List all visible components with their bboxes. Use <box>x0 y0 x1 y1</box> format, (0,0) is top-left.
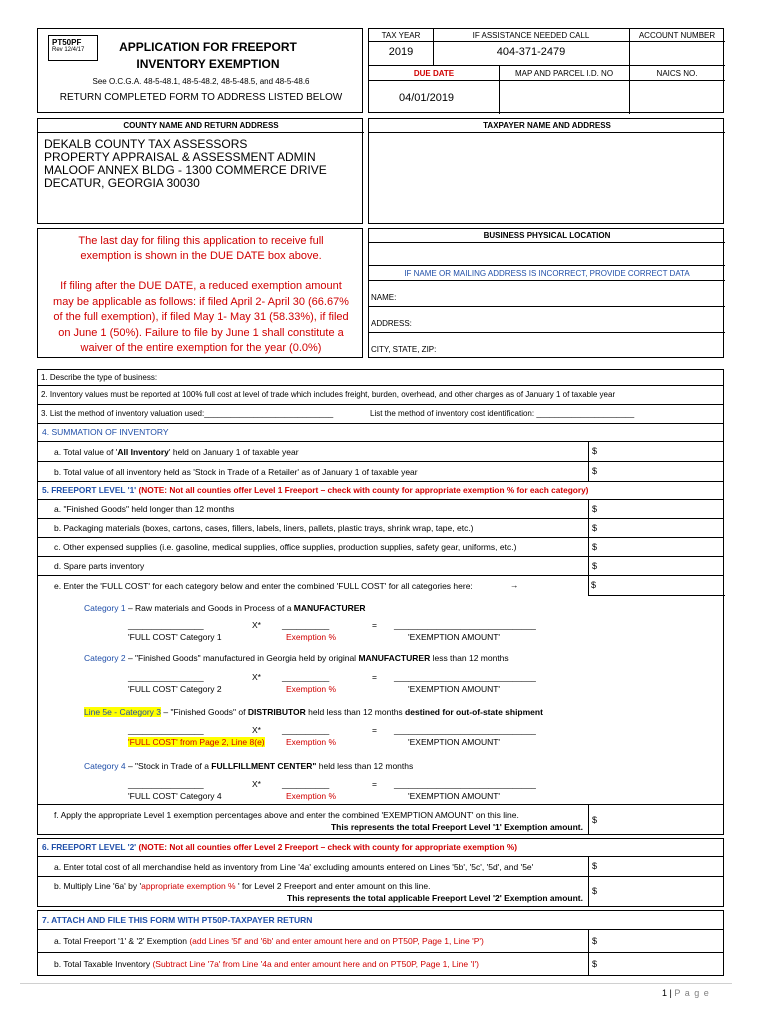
line-5f-amount[interactable]: $ <box>588 805 725 834</box>
line-4b-label: b. Total value of all inventory held as 'Stock in Trade of a Retailer' as of January 1 of taxable year <box>54 466 418 477</box>
category-3-amount-label: 'EXEMPTION AMOUNT' <box>408 737 501 747</box>
line-7a-label: a. Total Freeport '1' & '2' Exemption (add Lines '5f' and '6b' and enter amount here and on PT50P, Page 1, Line 'P') <box>54 936 484 946</box>
due-date-value: 04/01/2019 <box>399 92 455 104</box>
line-5e-block <box>37 576 724 805</box>
notice-paragraph-2 <box>38 279 364 357</box>
category-4-title: Category 4 – "Stock in Trade of a FULLFILLMENT CENTER" held less than 12 months <box>84 761 414 771</box>
category-3-exemption-label: Exemption % <box>286 737 337 747</box>
category-3-times: X* <box>252 725 261 735</box>
category-1-times: X* <box>252 620 261 630</box>
title-line-2: INVENTORY EXEMPTION <box>136 57 280 71</box>
line-1-row <box>37 369 724 386</box>
category-4-cost-field[interactable]: ________________ <box>128 779 204 789</box>
county-label: COUNTY NAME AND RETURN ADDRESS <box>123 121 279 130</box>
section-6-header <box>37 838 724 857</box>
line-5e-label: e. Enter the 'FULL COST' for each category below and enter the combined 'FULL COST' for all categories here: <box>54 581 473 591</box>
line-1-label: 1. Describe the type of business: <box>41 373 158 382</box>
name-field[interactable] <box>409 281 725 306</box>
category-4-exemption-field[interactable]: __________ <box>282 779 330 789</box>
category-3-amount-field[interactable]: ______________________________ <box>394 725 536 735</box>
category-1-amount-field[interactable]: ______________________________ <box>394 620 536 630</box>
line-5d-amount[interactable]: $ <box>588 557 725 575</box>
form-code-box <box>48 35 98 61</box>
city-state-zip-field[interactable] <box>449 333 725 358</box>
incorrect-address-note: IF NAME OR MAILING ADDRESS IS INCORRECT, PROVIDE CORRECT DATA <box>404 269 690 278</box>
notice-line-2: exemption is shown in the DUE DATE box above. <box>80 250 322 262</box>
line-6b-total-note: This represents the total applicable Freeport Level '2' Exemption amount. <box>287 893 583 903</box>
line-4b-row <box>37 462 724 482</box>
section-6-note: (NOTE: Not all counties offer Level 2 Freeport – check with county for appropriate exemption %) <box>138 842 517 852</box>
footer-divider <box>20 983 732 984</box>
category-3-cost-field[interactable]: ________________ <box>128 725 204 735</box>
address-field[interactable] <box>419 307 725 332</box>
form-code: PT50PF <box>52 38 82 47</box>
taxpayer-name-address-field[interactable] <box>369 133 725 224</box>
notice-p2-line-4: on June 1 (50%). Failure to file by June 1 shall constitute a <box>58 326 344 339</box>
section-5-note: (NOTE: Not all counties offer Level 1 Freeport – check with county for appropriate exemption % for each category) <box>138 485 589 495</box>
county-box <box>37 118 363 224</box>
line-5b-amount[interactable]: $ <box>588 519 725 537</box>
line-5b-row <box>37 519 724 538</box>
category-4-equals: = <box>372 779 377 789</box>
category-2-exemption-field[interactable]: __________ <box>282 672 330 682</box>
category-2-cost-field[interactable]: ________________ <box>128 672 204 682</box>
category-4-times: X* <box>252 779 261 789</box>
account-label: ACCOUNT NUMBER <box>638 31 716 40</box>
notice-p2-line-5: waiver of the entire exemption for the year (0.0%) <box>80 342 322 354</box>
category-3-title: Line 5e - Category 3 – "Finished Goods" of DISTRIBUTOR held less than 12 months destined for out-of-state shipment <box>84 707 543 717</box>
category-1-cost-field[interactable]: ________________ <box>128 620 204 630</box>
form-title <box>98 39 318 73</box>
page-word: P a g e <box>674 988 710 998</box>
taxpayer-label: TAXPAYER NAME AND ADDRESS <box>483 121 611 130</box>
page-number: 1 <box>662 988 668 998</box>
line-7a-row <box>37 930 724 953</box>
line-5a-label: a. "Finished Goods" held longer than 12 months <box>54 504 235 514</box>
line-6a-amount[interactable]: $ <box>588 857 725 876</box>
line-6b-row <box>37 877 724 907</box>
line-4b-amount[interactable]: $ <box>588 462 725 481</box>
county-line-4: DECATUR, GEORGIA 30030 <box>44 176 200 190</box>
line-5d-label: d. Spare parts inventory <box>54 561 145 571</box>
line-5a-row <box>37 500 724 519</box>
line-5e-amount[interactable]: $ <box>591 580 597 590</box>
map-parcel-label: MAP AND PARCEL I.D. NO <box>514 69 614 78</box>
line-4a-label: a. Total value of 'All Inventory' held on January 1 of taxable year <box>54 446 299 457</box>
county-line-3: MALOOF ANNEX BLDG - 1300 COMMERCE DRIVE <box>44 163 327 177</box>
naics-label: NAICS NO. <box>656 69 698 78</box>
form-rev: Rev 12/4/17 <box>52 47 85 53</box>
arrow-right-icon: → <box>510 580 519 590</box>
address-label: ADDRESS: <box>371 319 412 328</box>
line-6b-label: b. Multiply Line '6a' by 'appropriate exemption % ' for Level 2 Freeport and enter amount on this line. <box>54 881 431 891</box>
notice-p2-line-1: If filing after the DUE DATE, a reduced exemption amount <box>60 280 342 292</box>
line-4a-row <box>37 442 724 462</box>
category-3-cost-label: 'FULL COST' from Page 2, Line 8(e) <box>128 737 265 747</box>
line-7b-row <box>37 953 724 976</box>
tax-year-label: TAX YEAR <box>381 31 421 40</box>
title-line-1: APPLICATION FOR FREEPORT <box>119 40 297 54</box>
business-type-field[interactable] <box>178 370 723 385</box>
category-2-title: Category 2 – "Finished Goods" manufactured in Georgia held by original MANUFACTURER less than 12 months <box>84 653 509 663</box>
category-3-exemption-field[interactable]: __________ <box>282 725 330 735</box>
category-1-exemption-label: Exemption % <box>286 632 337 642</box>
county-address <box>44 138 327 190</box>
ocga-reference: See O.C.G.A. 48-5-48.1, 48-5-48.2, 48-5-48.5, and 48-5-48.6 <box>92 77 310 86</box>
category-3-equals: = <box>372 725 377 735</box>
business-location-box <box>368 228 724 358</box>
section-7-header: 7. ATTACH AND FILE THIS FORM WITH PT50P-TAXPAYER RETURN <box>37 910 724 930</box>
section-4-header: 4. SUMMATION OF INVENTORY <box>37 424 724 442</box>
notice-p2-line-3: of the full exemption), if filed May 1- May 31 (58.33%), if filed <box>53 311 349 323</box>
category-1-exemption-field[interactable]: __________ <box>282 620 330 630</box>
line-5b-label: b. Packaging materials (boxes, cartons, cases, fillers, labels, liners, pallets, plastic trays, shrink wrap, tape, etc.) <box>54 523 474 533</box>
line-5c-label: c. Other expensed supplies (i.e. gasoline, medical supplies, office supplies, production supplies, safety gear, uniforms, etc.) <box>54 542 517 552</box>
category-2-exemption-label: Exemption % <box>286 684 337 694</box>
category-1-amount-label: 'EXEMPTION AMOUNT' <box>408 632 501 642</box>
category-2-times: X* <box>252 672 261 682</box>
county-line-2: PROPERTY APPRAISAL & ASSESSMENT ADMIN <box>44 150 316 164</box>
return-instruction: RETURN COMPLETED FORM TO ADDRESS LISTED BELOW <box>59 92 343 103</box>
due-date-label: DUE DATE <box>413 69 455 78</box>
city-state-zip-label: CITY, STATE, ZIP: <box>371 345 437 354</box>
county-line-1: DEKALB COUNTY TAX ASSESSORS <box>44 137 248 151</box>
naics-field[interactable] <box>629 80 725 114</box>
name-label: NAME: <box>371 293 397 302</box>
section-5-header <box>37 482 724 500</box>
category-1-equals: = <box>372 620 377 630</box>
line-6a-row <box>37 857 724 877</box>
notice-p2-line-2: may be applicable as follows: if filed April 2- April 30 (66.67% <box>53 295 349 308</box>
line-5c-amount[interactable]: $ <box>588 538 725 556</box>
tax-year-value[interactable]: 2019 <box>388 46 414 58</box>
category-4-amount-field[interactable]: ______________________________ <box>394 779 536 789</box>
line-5f-total-note: This represents the total Freeport Level '1' Exemption amount. <box>330 822 583 832</box>
line-5f-label: f. Apply the appropriate Level 1 exemption percentages above and enter the combined 'EXEMPTION AMOUNT' on this line. <box>54 810 519 820</box>
assist-phone: 404-371-2479 <box>496 46 566 58</box>
cost-identification-field[interactable]: List the method of inventory cost identification: ______________________ <box>370 409 635 418</box>
line-7b-label: b. Total Taxable Inventory (Subtract Line '7a' from Line '4a and enter amount here and on PT50P, Page 1, Line 'I') <box>54 959 479 969</box>
line-6b-amount[interactable]: $ <box>588 877 725 906</box>
line-6a-label: a. Enter total cost of all merchandise held as inventory from Line '4a' excluding amounts entered on Lines '5b', '5c', '5d', and '5e' <box>54 861 534 872</box>
line-5c-row <box>37 538 724 557</box>
category-1-cost-label: 'FULL COST' Category 1 <box>128 632 222 642</box>
line-2-row <box>37 386 724 405</box>
notice-line-1: The last day for filing this application to receive full <box>78 235 324 247</box>
valuation-method-field[interactable]: 3. List the method of inventory valuation used:_____________________________ <box>41 409 334 418</box>
category-4-exemption-label: Exemption % <box>286 791 337 801</box>
category-2-amount-label: 'EXEMPTION AMOUNT' <box>408 684 501 694</box>
line-4a-amount[interactable]: $ <box>588 442 725 461</box>
section-6-title: 6. FREEPORT LEVEL '2' <box>42 842 137 852</box>
title-block <box>37 28 363 113</box>
business-location-field[interactable] <box>369 243 725 265</box>
line-5d-row <box>37 557 724 576</box>
line-5f-row <box>37 805 724 835</box>
header-grid <box>368 28 724 113</box>
line-5a-amount[interactable]: $ <box>588 500 725 518</box>
business-location-label: BUSINESS PHYSICAL LOCATION <box>483 231 611 240</box>
section-5-title: 5. FREEPORT LEVEL '1' <box>42 485 137 495</box>
line-7b-amount[interactable]: $ <box>588 953 725 975</box>
category-2-cost-label: 'FULL COST' Category 2 <box>128 684 222 694</box>
category-2-equals: = <box>372 672 377 682</box>
category-4-amount-label: 'EXEMPTION AMOUNT' <box>408 791 501 801</box>
line-2-label: 2. Inventory values must be reported at 100% full cost at level of trade which includes freight, burden, overhead, and other charges as of January 1 of taxable year <box>41 390 616 399</box>
line-3-row <box>37 405 724 424</box>
taxpayer-box <box>368 118 724 224</box>
account-number-field[interactable] <box>629 41 725 65</box>
category-2-amount-field[interactable]: ______________________________ <box>394 672 536 682</box>
notice-paragraph-1 <box>38 234 364 264</box>
map-parcel-field[interactable] <box>499 80 629 114</box>
page-footer: 1 | P a g e <box>662 988 710 998</box>
filing-notice <box>37 228 363 358</box>
line-7a-amount[interactable]: $ <box>588 930 725 952</box>
category-4-cost-label: 'FULL COST' Category 4 <box>128 791 222 801</box>
category-1-title: Category 1 – Raw materials and Goods in Process of a MANUFACTURER <box>84 603 366 613</box>
assist-label: IF ASSISTANCE NEEDED CALL <box>472 31 590 40</box>
